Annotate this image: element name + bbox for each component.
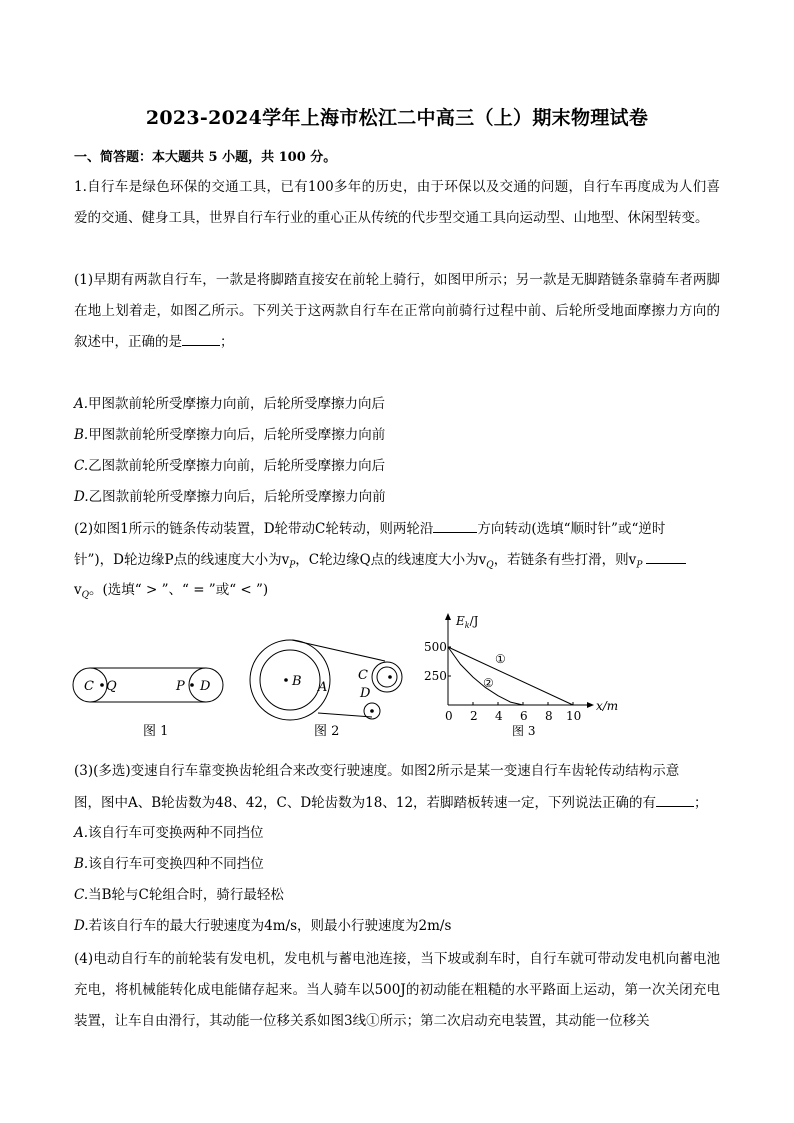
part-2-text-b: 方向转动(选填“顺时针”或“逆时 (477, 521, 666, 537)
figure-3-caption: 图 3 (512, 724, 536, 738)
figure-1 (73, 668, 223, 739)
subscript-p: P (636, 560, 643, 571)
answer-blank[interactable] (182, 331, 220, 346)
part-2-text-c: 针”)，D轮边缘P点的线速度大小为v (74, 552, 290, 568)
part-3-end: ； (694, 795, 708, 811)
option-letter: A. (74, 825, 89, 841)
option-text: 乙图款前轮所受摩擦力向前，后轮所受摩擦力向后 (88, 458, 386, 474)
label-b: B (292, 674, 302, 689)
option-3-d (74, 916, 451, 936)
label-d: D (360, 686, 371, 701)
line-2-label: ② (483, 676, 494, 690)
question-1-part-3-line-1: (3)(多选)变速自行车靠变换齿轮组合来改变行驶速度。如图2所示是某一变速自行车齿轮传动结构示意 (74, 763, 680, 779)
section-heading: 一、简答题：本大题共 5 小题，共 100 分。 (74, 150, 337, 165)
option-3-b (74, 854, 264, 874)
option-1-d (74, 487, 386, 507)
figure-3-chart (424, 613, 618, 738)
option-text: 甲图款前轮所受摩擦力向后，后轮所受摩擦力向前 (88, 427, 386, 443)
question-1-part-2-line-1 (74, 518, 665, 539)
question-1-part-1 (74, 265, 720, 358)
answer-blank[interactable] (433, 518, 477, 533)
option-text: 甲图款前轮所受摩擦力向前，后轮所受摩擦力向后 (88, 396, 386, 412)
figure-2-caption: 图 2 (314, 724, 340, 739)
option-3-a (74, 823, 264, 843)
option-letter: C. (74, 458, 89, 474)
option-letter: D. (74, 489, 89, 505)
label-c: C (84, 679, 94, 694)
answer-blank[interactable] (646, 549, 686, 564)
figure-2 (250, 640, 402, 739)
series-line-1 (448, 647, 573, 705)
y-tick-label: 500 (424, 640, 447, 654)
x-tick-label: 4 (495, 709, 503, 723)
option-1-b (74, 425, 385, 445)
y-axis-label: $E_k/J$ (456, 614, 479, 630)
part-2-text-c2: ，C轮边缘Q点的线速度大小为v (295, 552, 487, 568)
x-tick-label: 10 (566, 709, 582, 723)
question-1-part-2-line-2 (74, 549, 686, 576)
x-tick-label: 6 (520, 709, 528, 723)
figures-area (0, 605, 794, 745)
option-3-c (74, 885, 284, 905)
y-tick-label: 250 (424, 669, 447, 683)
option-letter: A. (74, 396, 89, 412)
option-letter: D. (74, 918, 89, 934)
option-text: 该自行车可变换四种不同挡位 (88, 856, 264, 872)
label-q: Q (106, 679, 117, 694)
label-d: D (200, 679, 211, 694)
part-1-end: ； (220, 334, 234, 350)
option-text: 乙图款前轮所受摩擦力向后，后轮所受摩擦力向前 (88, 489, 386, 505)
part-3-text-b: 图，图中A、B轮齿数为48、42，C、D轮齿数为18、12，若脚踏板转速一定，下列说法正确的有 (74, 795, 657, 811)
x-tick-label: 0 (445, 709, 453, 723)
part-1-text: (1)早期有两款自行车，一款是将脚踏直接安在前轮上骑行，如图甲所示；另一款是无脚踏链条靠骑车者两脚在地上划着走，如图乙所示。下列关于这两款自行车在正常向前骑行过程中前、后轮所受地面摩擦力方向的叙述中，正确的是 (74, 272, 720, 350)
part-2-text-d: v (74, 582, 82, 598)
option-1-c (74, 456, 385, 476)
figure-1-caption: 图 1 (143, 724, 169, 739)
option-text: 当B轮与C轮组合时，骑行最轻松 (88, 887, 284, 903)
x-tick-label: 2 (470, 709, 478, 723)
question-1-part-2-line-3 (74, 580, 268, 606)
subscript-q: Q (81, 590, 90, 601)
subscript-p: P (289, 560, 296, 571)
page-title: 2023-2024学年上海市松江二中高三（上）期末物理试卷 (145, 107, 649, 129)
option-text: 该自行车可变换两种不同挡位 (88, 825, 264, 841)
question-1-part-4: (4)电动自行车的前轮装有发电机，发电机与蓄电池连接，当下坡或刹车时，自行车就可带动发电机向蓄电池充电，将机械能转化成电能储存起来。当人骑车以500J的初动能在粗糙的水平路面上运动，第一次关闭充电装置，让车自由滑行，其动能一位移关系如图3线①所示；第二次启动充电装置，其动能一位移关 (74, 951, 720, 1029)
option-1-a (74, 394, 385, 414)
label-a: A (318, 680, 328, 695)
question-1-intro: 1.自行车是绿色环保的交通工具，已有100多年的历史，由于环保以及交通的问题，自行车再度成为人们喜爱的交通、健身工具，世界自行车行业的重心正从传统的代步型交通工具向运动型、山地型、休闲型转变。 (74, 179, 720, 226)
x-axis-label: x/m (596, 699, 619, 713)
label-c: C (358, 668, 368, 683)
part-2-text-a: (2)如图1所示的链条传动装置，D轮带动C轮转动，则两轮沿 (74, 521, 434, 537)
label-p: P (176, 679, 185, 694)
option-letter: C. (74, 887, 89, 903)
line-1-label: ① (495, 652, 506, 666)
part-2-text-d2: 。(选填“ > ”、“ = ”或“ < ”) (89, 582, 269, 598)
question-1-part-3-line-2 (74, 792, 708, 813)
subscript-q: Q (486, 560, 494, 571)
option-text: 若该自行车的最大行驶速度为4m/s，则最小行驶速度为2m/s (88, 918, 452, 934)
x-tick-label: 8 (545, 709, 553, 723)
option-letter: B. (74, 427, 89, 443)
option-letter: B. (74, 856, 89, 872)
part-2-text-c3: ，若链条有些打滑，则v (493, 552, 637, 568)
answer-blank[interactable] (656, 792, 694, 807)
